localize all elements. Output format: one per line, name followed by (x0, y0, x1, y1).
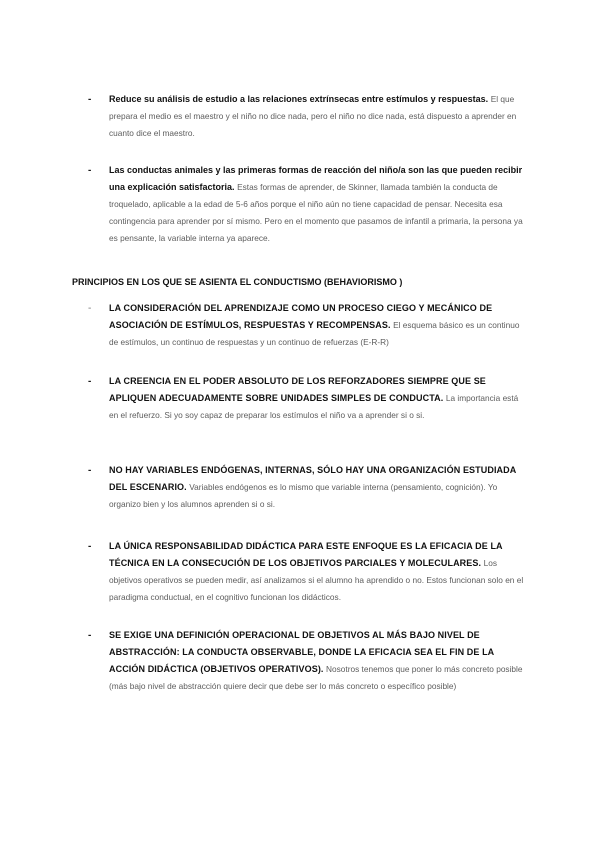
list-item-text (109, 91, 528, 142)
list-item (88, 162, 528, 247)
bullet-dash: - (88, 165, 92, 176)
principle-item (88, 538, 528, 606)
principle-normal-text: Los objetivos operativos se pueden medir, así analizamos si el alumno ha aprendido o no. Estos funcionan solo en el paradigma conductual, en el cognitivo funcionan los didácticos. (109, 558, 524, 602)
list-item (88, 91, 528, 142)
item-bold-text: Las conductas animales y las primeras formas de reacción del niño/a son las que pueden recibir una explicación satisfactoria. (109, 165, 523, 192)
principle-text (109, 462, 528, 513)
bullet-dash: - (88, 541, 92, 552)
principle-normal-text: La importancia está en el refuerzo. Si yo soy capaz de preparar los estímulos el niño va a aprender si o si. (109, 393, 519, 420)
section-heading: PRINCIPIOS EN LOS QUE SE ASIENTA EL CONDUCTISMO (BEHAVIORISMO ) (72, 277, 403, 287)
item-bold-text: Reduce su análisis de estudio a las relaciones extrínsecas entre estímulos y respuestas. (109, 94, 489, 104)
principle-text (109, 627, 528, 695)
principle-normal-text: Variables endógenos es lo mismo que variable interna (pensamiento, cognición). Yo organizo bien y los alumnos aprenden si o si. (109, 482, 498, 509)
principle-bold-text: SE EXIGE UNA DEFINICIÓN OPERACIONAL DE OBJETIVOS AL MÁS BAJO NIVEL DE ABSTRACCIÓN: LA CONDUCTA OBSERVABLE, DONDE LA EFICACIA SEA EL FIN DE LA ACCIÓN DIDÁCTICA (OBJETIVOS OPERATIVOS). (109, 630, 494, 674)
bullet-dash: - (88, 94, 92, 105)
item-normal-text: Estas formas de aprender, de Skinner, llamada también la conducta de troquelado, aplicable a la edad de 5-6 años porque el niño aún no tiene capacidad de pensar. Necesita esa contingencia para aprender por sí mismo. Pero en el momento que pasamos de infantil a primaria, la persona ya es pensante, la variable interna ya aparece. (109, 182, 523, 243)
list-item-text (109, 162, 528, 247)
bullet-dash: - (88, 376, 92, 387)
bullet-dash: - (88, 630, 92, 641)
principle-item (88, 627, 528, 695)
principle-text (109, 538, 528, 606)
principle-normal-text: Nosotros tenemos que poner lo más concreto posible (más bajo nivel de abstracción quiere decir que debe ser lo más concreto o específico posible) (109, 664, 523, 691)
principle-item (88, 373, 528, 424)
principle-bold-text: LA CONSIDERACIÓN DEL APRENDIZAJE COMO UN PROCESO CIEGO Y MECÁNICO DE ASOCIACIÓN DE ESTÍMULOS, RESPUESTAS Y RECOMPENSAS. (109, 303, 493, 330)
principle-normal-text: El esquema básico es un continuo de estímulos, un continuo de respuestas y un continuo de refuerzas (E-R-R) (109, 320, 520, 347)
principle-item (88, 300, 528, 351)
bullet-dash: - (88, 465, 92, 476)
principle-bold-text: LA ÚNICA RESPONSABILIDAD DIDÁCTICA PARA ESTE ENFOQUE ES LA EFICACIA DE LA TÉCNICA EN LA CONSECUCIÓN DE LOS OBJETIVOS PARCIALES Y MOLECULARES. (109, 541, 503, 568)
principle-bold-text: LA CREENCIA EN EL PODER ABSOLUTO DE LOS REFORZADORES SIEMPRE QUE SE APLIQUEN ADECUADAMENTE SOBRE UNIDADES SIMPLES DE CONDUCTA. (109, 376, 486, 403)
principle-text (109, 300, 528, 351)
principle-text (109, 373, 528, 424)
principle-item (88, 462, 528, 513)
item-normal-text: El que prepara el medio es el maestro y el niño no dice nada, pero el niño no dice nada, está dispuesto a aprender en cuanto dice el maestro. (109, 94, 517, 138)
bullet-dash: - (88, 303, 92, 314)
principle-bold-text: NO HAY VARIABLES ENDÓGENAS, INTERNAS, SÓLO HAY UNA ORGANIZACIÓN ESTUDIADA DEL ESCENARIO. (109, 465, 517, 492)
